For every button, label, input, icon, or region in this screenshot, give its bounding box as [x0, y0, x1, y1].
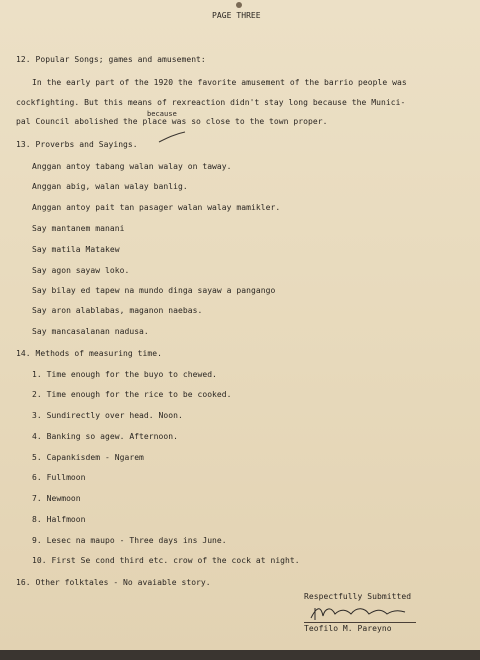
proverb-item: Anggan antoy tabang walan walay on taway.: [32, 162, 232, 171]
section-heading-time: 14. Methods of measuring time.: [16, 349, 162, 358]
checkmark-annotation: [157, 130, 187, 146]
section-heading-proverbs: 13. Proverbs and Sayings.: [16, 140, 138, 149]
proverb-item: Say aron alablabas, maganon naebas.: [32, 306, 203, 315]
time-method-item: 2. Time enough for the rice to be cooked.: [32, 390, 232, 399]
section-folktales: 16. Other folktales - No avaiable story.: [16, 578, 211, 587]
time-method-item: 6. Fullmoon: [32, 473, 86, 482]
time-method-item: 5. Capankisdem - Ngarem: [32, 453, 144, 462]
proverb-item: Say mantanem manani: [32, 224, 125, 233]
handwritten-signature: [307, 602, 407, 622]
time-method-item: 10. First Se cond third etc. crow of the cock at night.: [32, 556, 300, 565]
songs-paragraph-line: cockfighting. But this means of rexreaction didn't stay long because the Munici-: [16, 98, 406, 107]
closing-text: Respectfully Submitted: [304, 592, 412, 601]
proverb-item: Anggan antoy pait tan pasager walan walay mamikler.: [32, 203, 281, 212]
proverb-item: Say bilay ed tapew na mundo dinga sayaw a pangango: [32, 286, 276, 295]
proverb-item: Anggan abig, walan walay banlig.: [32, 182, 188, 191]
songs-paragraph-line: In the early part of the 1920 the favorite amusement of the barrio people was: [32, 78, 407, 87]
proverb-item: Say mancasalanan nadusa.: [32, 327, 149, 336]
section-heading-songs: 12. Popular Songs; games and amusement:: [16, 55, 206, 64]
proverb-item: Say matila Matakew: [32, 245, 120, 254]
time-method-item: 4. Banking so agew. Afternoon.: [32, 432, 178, 441]
time-method-item: 8. Halfmoon: [32, 515, 86, 524]
time-method-item: 7. Newmoon: [32, 494, 81, 503]
signature-line: [304, 622, 416, 623]
handwritten-insertion: because: [147, 110, 177, 118]
page-title: PAGE THREE: [212, 11, 261, 20]
punch-hole: [236, 2, 242, 8]
songs-paragraph-line: pal Council abolished the place was so close to the town proper.: [16, 117, 328, 126]
proverb-item: Say agon sayaw loko.: [32, 266, 130, 275]
time-method-item: 1. Time enough for the buyo to chewed.: [32, 370, 217, 379]
scan-edge: [0, 650, 480, 660]
time-method-item: 9. Lesec na maupo - Three days ins June.: [32, 536, 227, 545]
signer-name: Teofilo M. Pareyno: [304, 624, 392, 633]
time-method-item: 3. Sundirectly over head. Noon.: [32, 411, 183, 420]
